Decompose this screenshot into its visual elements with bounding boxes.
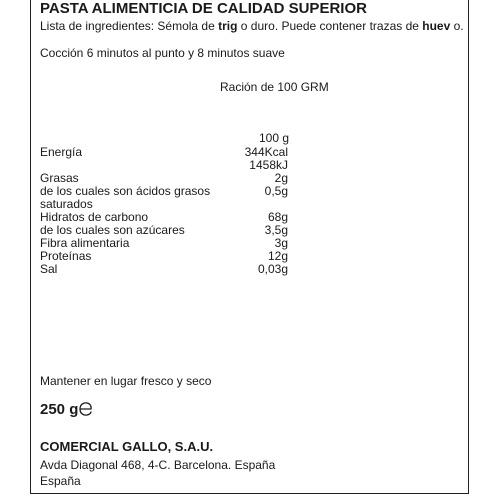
- ingredients-suffix: o.: [450, 19, 464, 33]
- nutrient-name: Hidratos de carbono: [40, 210, 149, 224]
- storage-instructions: Mantener en lugar fresco y seco: [40, 374, 212, 388]
- nutrient-value: 0,03g: [257, 262, 288, 276]
- ingredients-middle: o duro. Puede contener trazas de: [237, 19, 423, 33]
- company-name: COMERCIAL GALLO, S.A.U.: [40, 439, 214, 454]
- nutrient-name: saturados: [40, 197, 93, 211]
- serving-header: Ración de 100 GRM: [220, 80, 329, 94]
- nutrient-value: 2g: [274, 171, 288, 185]
- nutrient-value: 68g: [267, 210, 288, 224]
- nutrient-name: Grasas: [40, 171, 79, 185]
- nutrient-name: Energía: [40, 145, 83, 159]
- nutrient-name: Proteínas: [40, 249, 92, 263]
- estimated-e-mark-icon: [76, 400, 94, 418]
- column-header: 100 g: [259, 131, 290, 145]
- nutrient-value: 0,5g: [264, 184, 288, 198]
- net-weight: 250 g: [40, 401, 79, 418]
- company-country: España: [40, 474, 81, 488]
- nutrient-value: 344Kcal: [244, 145, 288, 159]
- nutrient-value: 3,5g: [264, 223, 288, 237]
- nutrient-name: Fibra alimentaria: [40, 236, 130, 250]
- nutrition-label: [30, 0, 469, 494]
- ingredients-list: [40, 19, 464, 33]
- nutrient-value: 12g: [267, 249, 288, 263]
- nutrient-name: de los cuales son azúcares: [40, 223, 185, 237]
- nutrient-name: de los cuales son ácidos grasos: [40, 184, 211, 198]
- nutrient-name: Sal: [40, 262, 58, 276]
- cooking-instructions: Cocción 6 minutos al punto y 8 minutos suave: [40, 46, 285, 60]
- nutrient-value: 1458kJ: [249, 158, 288, 172]
- allergen-egg: huev: [422, 19, 451, 33]
- product-title: PASTA ALIMENTICIA DE CALIDAD SUPERIOR: [40, 0, 367, 17]
- company-address: Avda Diagonal 468, 4-C. Barcelona. España: [40, 458, 276, 472]
- allergen-wheat: trig: [218, 19, 238, 33]
- ingredients-prefix: Lista de ingredientes: Sémola de: [40, 19, 219, 33]
- nutrient-value: 3g: [274, 236, 288, 250]
